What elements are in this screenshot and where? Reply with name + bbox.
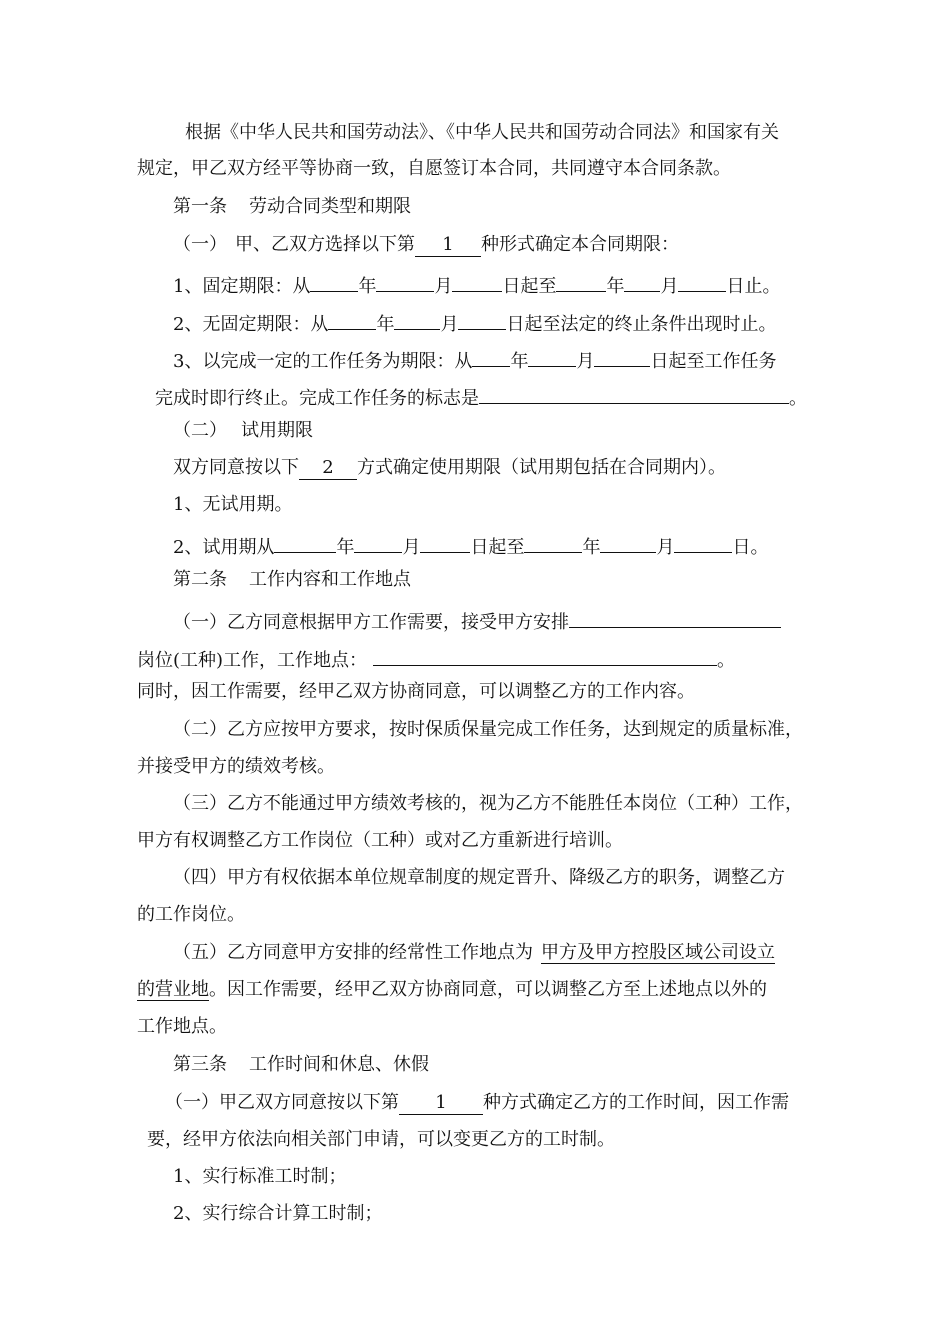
article-1-number: 第一条 — [173, 196, 227, 217]
article-2-title: 工作内容和工作地点 — [249, 569, 411, 590]
article-2-para-5-line-1 — [173, 941, 775, 965]
probation-prefix: 双方同意按以下 — [173, 457, 299, 478]
intro-line-2: 规定，甲乙双方经平等协商一致，自愿签订本合同，共同遵守本合同条款。 — [137, 158, 731, 179]
task-month-label: 月 — [576, 351, 595, 372]
term-prefix: 甲、乙双方选择以下第 — [235, 234, 415, 255]
work-time-choice-field[interactable]: 1 — [399, 1092, 483, 1115]
work-time-line-2: 要，经甲方依法向相关部门申请，可以变更乙方的工时制。 — [147, 1129, 615, 1150]
probation-end-month-field[interactable] — [600, 530, 656, 553]
task-year-label: 年 — [510, 351, 529, 372]
task-term-prefix: 3、以完成一定的工作任务为期限：从 — [173, 351, 473, 372]
task-term-line — [173, 344, 776, 374]
open-month-label: 月 — [440, 314, 459, 335]
article-1-title: 劳动合同类型和期限 — [249, 196, 411, 217]
work-time-prefix: （一）甲乙双方同意按以下第 — [165, 1092, 399, 1113]
fixed-month2-label: 月 — [660, 276, 679, 297]
intro-line-1: 根据《中华人民共和国劳动法》、《中华人民共和国劳动合同法》和国家有关 — [185, 122, 779, 143]
fixed-start-year-field[interactable] — [310, 269, 358, 292]
open-year-label: 年 — [376, 314, 395, 335]
probation-end-year-field[interactable] — [524, 530, 582, 553]
fixed-end-day-field[interactable] — [678, 269, 726, 292]
probation-option-1: 1、无试用期。 — [173, 494, 293, 515]
probation-month2-label: 月 — [656, 537, 675, 558]
probation-title: 试用期限 — [241, 420, 313, 441]
probation-start-year-field[interactable] — [274, 530, 336, 553]
article-3-heading — [173, 1053, 429, 1077]
work-time-option-1: 1、实行标准工时制； — [173, 1166, 347, 1187]
task-start-year-field[interactable] — [472, 344, 510, 367]
term-label: （一） — [173, 234, 227, 255]
article-2-para-4-line-1: （四）甲方有权依据本单位规章制度的规定晋升、降级乙方的职务，调整乙方 — [173, 867, 785, 888]
probation-suffix: 方式确定使用期限（试用期包括在合同期内）。 — [357, 457, 726, 478]
article-2-para-3-line-2: 甲方有权调整乙方工作岗位（工种）或对乙方重新进行培训。 — [137, 830, 623, 851]
probation-option-2 — [173, 530, 768, 560]
article-3-title: 工作时间和休息、休假 — [249, 1054, 429, 1075]
term-type-line — [173, 233, 679, 257]
article-2-para-3-line-1: （三）乙方不能通过甲方绩效考核的，视为乙方不能胜任本岗位（工种）工作， — [173, 793, 803, 814]
work-location-end: 。 — [717, 650, 736, 671]
post-field[interactable] — [569, 605, 781, 628]
task-completion-mark-field[interactable] — [479, 381, 789, 404]
task-completion-end: 。 — [789, 388, 807, 409]
probation-option-2-prefix: 2、试用期从 — [173, 537, 275, 558]
term-choice-field[interactable]: 1 — [415, 234, 481, 257]
fixed-end-year-field[interactable] — [556, 269, 606, 292]
regular-location-text: （五）乙方同意甲方安排的经常性工作地点为 — [173, 942, 533, 963]
task-end-label: 日起至工作任务 — [650, 351, 777, 372]
article-2-para-4-line-2: 的工作岗位。 — [137, 904, 245, 925]
probation-start-day-field[interactable] — [420, 530, 470, 553]
probation-end-label: 日。 — [732, 537, 769, 558]
fixed-from-label: 日起至 — [502, 276, 557, 297]
fixed-start-month-field[interactable] — [376, 269, 434, 292]
fixed-year-label: 年 — [358, 276, 377, 297]
work-content-line-3: 同时，因工作需要，经甲乙双方协商同意，可以调整乙方的工作内容。 — [137, 681, 695, 702]
work-time-option-2: 2、实行综合计算工时制； — [173, 1203, 383, 1224]
article-1-heading — [173, 195, 411, 219]
task-start-month-field[interactable] — [528, 344, 576, 367]
fixed-year2-label: 年 — [606, 276, 625, 297]
work-location-text: 岗位(工种)工作，工作地点： — [137, 650, 368, 671]
probation-heading — [173, 419, 313, 443]
regular-location-value-1: 甲方及甲方控股区域公司设立 — [541, 942, 775, 963]
open-term-line — [173, 307, 776, 337]
task-start-day-field[interactable] — [594, 344, 650, 367]
open-end-label: 日起至法定的终止条件出现时止。 — [506, 314, 777, 335]
work-content-text: （一）乙方同意根据甲方工作需要，接受甲方安排 — [173, 612, 569, 633]
work-location-field[interactable] — [373, 643, 717, 666]
article-2-para-5-line-3: 工作地点。 — [137, 1016, 227, 1037]
regular-location-value-2: 的营业地 — [137, 979, 209, 1000]
article-2-para-5-line-2 — [137, 978, 767, 1002]
probation-choice-line — [173, 456, 726, 480]
open-start-year-field[interactable] — [328, 307, 376, 330]
fixed-month-label: 月 — [434, 276, 453, 297]
article-3-number: 第三条 — [173, 1054, 227, 1075]
probation-start-month-field[interactable] — [354, 530, 402, 553]
open-start-day-field[interactable] — [458, 307, 506, 330]
article-2-para-2-line-1: （二）乙方应按甲方要求，按时保质保量完成工作任务，达到规定的质量标准， — [173, 719, 803, 740]
work-time-line-1 — [165, 1091, 789, 1115]
work-content-line-2 — [137, 643, 735, 673]
article-2-heading — [173, 568, 411, 592]
regular-location-adjust-text: 。因工作需要，经甲乙双方协商同意，可以调整乙方至上述地点以外的 — [209, 979, 767, 1000]
probation-month-label: 月 — [402, 537, 421, 558]
article-2-number: 第二条 — [173, 569, 227, 590]
fixed-end-label: 日止。 — [726, 276, 781, 297]
work-time-suffix: 种方式确定乙方的工作时间，因工作需 — [483, 1092, 789, 1113]
fixed-end-month-field[interactable] — [624, 269, 660, 292]
probation-label: （二） — [173, 420, 227, 441]
open-start-month-field[interactable] — [394, 307, 440, 330]
article-2-para-2-line-2: 并接受甲方的绩效考核。 — [137, 756, 335, 777]
probation-year-label: 年 — [336, 537, 355, 558]
task-completion-text: 完成时即行终止。完成工作任务的标志是 — [155, 388, 479, 409]
task-term-line-2 — [155, 381, 807, 411]
fixed-term-line — [173, 269, 780, 299]
fixed-start-day-field[interactable] — [452, 269, 502, 292]
work-content-line-1 — [173, 605, 781, 635]
probation-choice-field[interactable]: 2 — [299, 457, 357, 480]
probation-from-label: 日起至 — [470, 537, 525, 558]
probation-year2-label: 年 — [582, 537, 601, 558]
open-term-prefix: 2、无固定期限：从 — [173, 314, 329, 335]
fixed-term-prefix: 1、固定期限：从 — [173, 276, 311, 297]
term-suffix: 种形式确定本合同期限： — [481, 234, 679, 255]
probation-end-day-field[interactable] — [674, 530, 732, 553]
